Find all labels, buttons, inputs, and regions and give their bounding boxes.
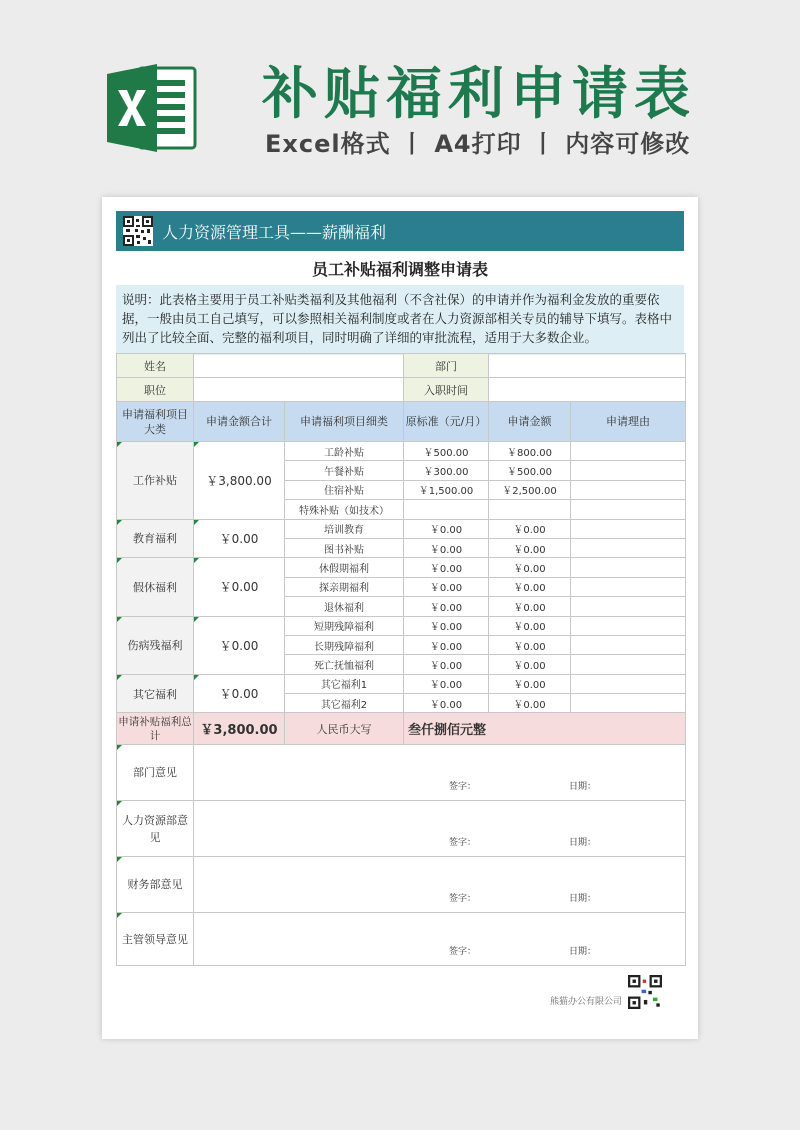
approval-comment-field[interactable] (194, 857, 686, 913)
item-name-cell[interactable]: 死亡抚恤福利 (285, 655, 404, 674)
position-field[interactable] (194, 378, 404, 402)
date-label: 日期： (569, 838, 597, 849)
amount-cell[interactable] (489, 500, 571, 519)
category-total-cell: ￥0.00 (194, 558, 285, 616)
total-amount: ￥3,800.00 (194, 713, 285, 745)
standard-cell[interactable]: ￥500.00 (404, 442, 489, 461)
amount-cell[interactable]: ￥0.00 (489, 655, 571, 674)
header-amount: 申请金额 (489, 402, 571, 442)
approval-comment-field[interactable] (194, 745, 686, 801)
reason-cell[interactable] (571, 558, 686, 577)
header-standard: 原标准（元/月） (404, 402, 489, 442)
item-name-cell[interactable]: 长期残障福利 (285, 635, 404, 654)
hire-date-field[interactable] (489, 378, 686, 402)
reason-cell[interactable] (571, 461, 686, 480)
standard-cell[interactable]: ￥0.00 (404, 655, 489, 674)
reason-cell[interactable] (571, 519, 686, 538)
category-total-cell: ￥3,800.00 (194, 442, 285, 520)
table-row (117, 519, 686, 538)
approval-row (117, 857, 686, 913)
reason-cell[interactable] (571, 577, 686, 596)
info-row-1 (117, 354, 686, 378)
amount-cell[interactable]: ￥0.00 (489, 577, 571, 596)
application-table (116, 353, 686, 966)
amount-cell[interactable]: ￥0.00 (489, 519, 571, 538)
approval-row (117, 913, 686, 966)
table-row (117, 558, 686, 577)
info-row-2 (117, 378, 686, 402)
dept-field[interactable] (489, 354, 686, 378)
standard-cell[interactable]: ￥1,500.00 (404, 480, 489, 499)
item-name-cell[interactable]: 午餐补贴 (285, 461, 404, 480)
reason-cell[interactable] (571, 500, 686, 519)
approval-row (117, 801, 686, 857)
item-name-cell[interactable]: 休假期福利 (285, 558, 404, 577)
item-name-cell[interactable]: 退休福利 (285, 597, 404, 616)
amount-cell[interactable]: ￥500.00 (489, 461, 571, 480)
header-item: 申请福利项目细类 (285, 402, 404, 442)
category-cell: 工作补贴 (117, 442, 194, 520)
approval-row (117, 745, 686, 801)
signature-label: 签字： (449, 947, 477, 958)
approval-label: 财务部意见 (117, 857, 194, 913)
table-row (117, 442, 686, 461)
header-category: 申请福利项目大类 (117, 402, 194, 442)
position-label: 职位 (117, 378, 194, 402)
name-label: 姓名 (117, 354, 194, 378)
item-name-cell[interactable]: 住宿补贴 (285, 480, 404, 499)
item-name-cell[interactable]: 工龄补贴 (285, 442, 404, 461)
name-field[interactable] (194, 354, 404, 378)
category-total-cell: ￥0.00 (194, 519, 285, 558)
signature-label: 签字： (449, 838, 477, 849)
excel-logo-icon (105, 60, 197, 156)
amount-cell[interactable]: ￥0.00 (489, 694, 571, 713)
amount-cell[interactable]: ￥0.00 (489, 538, 571, 557)
header-total: 申请金额合计 (194, 402, 285, 442)
category-total-cell: ￥0.00 (194, 674, 285, 713)
company-footer: 熊猫办公有限公司 (549, 997, 622, 1007)
reason-cell[interactable] (571, 442, 686, 461)
form-sheet (102, 197, 698, 1039)
approval-comment-field[interactable] (194, 801, 686, 857)
standard-cell[interactable]: ￥0.00 (404, 558, 489, 577)
hero-title: 补贴福利申请表 (262, 62, 696, 127)
section-banner (116, 211, 684, 251)
amount-cell[interactable]: ￥0.00 (489, 597, 571, 616)
amount-cell[interactable]: ￥0.00 (489, 635, 571, 654)
signature-label: 签字： (449, 894, 477, 905)
hero-header (0, 0, 800, 190)
standard-cell[interactable]: ￥0.00 (404, 519, 489, 538)
reason-cell[interactable] (571, 616, 686, 635)
hero-subtitle: Excel格式 丨 A4打印 丨 内容可修改 (265, 130, 691, 158)
category-total-cell: ￥0.00 (194, 616, 285, 674)
standard-cell[interactable]: ￥0.00 (404, 577, 489, 596)
reason-cell[interactable] (571, 635, 686, 654)
item-name-cell[interactable]: 特殊补贴（如技术） (285, 500, 404, 519)
standard-cell[interactable]: ￥0.00 (404, 597, 489, 616)
reason-cell[interactable] (571, 480, 686, 499)
header-reason: 申请理由 (571, 402, 686, 442)
hire-date-label: 入职时间 (404, 378, 489, 402)
amount-cell[interactable]: ￥0.00 (489, 558, 571, 577)
approval-label: 部门意见 (117, 745, 194, 801)
reason-cell[interactable] (571, 694, 686, 713)
amount-cell[interactable]: ￥2,500.00 (489, 480, 571, 499)
amount-cell[interactable]: ￥800.00 (489, 442, 571, 461)
category-cell: 教育福利 (117, 519, 194, 558)
footer-qr-code-icon (628, 975, 662, 1013)
item-name-cell[interactable]: 培训教育 (285, 519, 404, 538)
total-label: 申请补贴福利总计 (117, 713, 194, 745)
standard-cell[interactable] (404, 500, 489, 519)
item-name-cell[interactable]: 图书补贴 (285, 538, 404, 557)
reason-cell[interactable] (571, 655, 686, 674)
dept-label: 部门 (404, 354, 489, 378)
rmb-label: 人民币大写 (285, 713, 404, 745)
column-header-row (117, 402, 686, 442)
form-description: 说明：此表格主要用于员工补贴类福利及其他福利（不含社保）的申请并作为福利金发放的重要依据，一般由员工自己填写，可以参照相关福利制度或者在人力资源部相关专员的辅导下填写。表格中列出了比较全面、完整的福利项目，同时明确了详细的审批流程，适用于大多数企业。 (116, 285, 684, 355)
form-title: 员工补贴福利调整申请表 (311, 260, 488, 279)
qr-code-icon (123, 216, 153, 246)
standard-cell[interactable]: ￥0.00 (404, 635, 489, 654)
table-row (117, 674, 686, 693)
reason-cell[interactable] (571, 597, 686, 616)
standard-cell[interactable]: ￥300.00 (404, 461, 489, 480)
approval-comment-field[interactable] (194, 913, 686, 966)
date-label: 日期： (569, 947, 597, 958)
category-cell: 假休福利 (117, 558, 194, 616)
date-label: 日期： (569, 894, 597, 905)
reason-cell[interactable] (571, 674, 686, 693)
approval-label: 人力资源部意见 (117, 801, 194, 857)
category-cell: 其它福利 (117, 674, 194, 713)
table-row (117, 616, 686, 635)
date-label: 日期： (569, 782, 597, 793)
approval-label: 主管领导意见 (117, 913, 194, 966)
reason-cell[interactable] (571, 538, 686, 557)
banner-title: 人力资源管理工具——薪酬福利 (162, 223, 387, 242)
item-name-cell[interactable]: 探亲期福利 (285, 577, 404, 596)
item-name-cell[interactable]: 短期残障福利 (285, 616, 404, 635)
rmb-amount-in-words: 叁仟捌佰元整 (404, 713, 686, 745)
standard-cell[interactable]: ￥0.00 (404, 674, 489, 693)
standard-cell[interactable]: ￥0.00 (404, 694, 489, 713)
item-name-cell[interactable]: 其它福利1 (285, 674, 404, 693)
amount-cell[interactable]: ￥0.00 (489, 674, 571, 693)
signature-label: 签字： (449, 782, 477, 793)
item-name-cell[interactable]: 其它福利2 (285, 694, 404, 713)
category-cell: 伤病残福利 (117, 616, 194, 674)
amount-cell[interactable]: ￥0.00 (489, 616, 571, 635)
total-row (117, 713, 686, 745)
standard-cell[interactable]: ￥0.00 (404, 616, 489, 635)
standard-cell[interactable]: ￥0.00 (404, 538, 489, 557)
